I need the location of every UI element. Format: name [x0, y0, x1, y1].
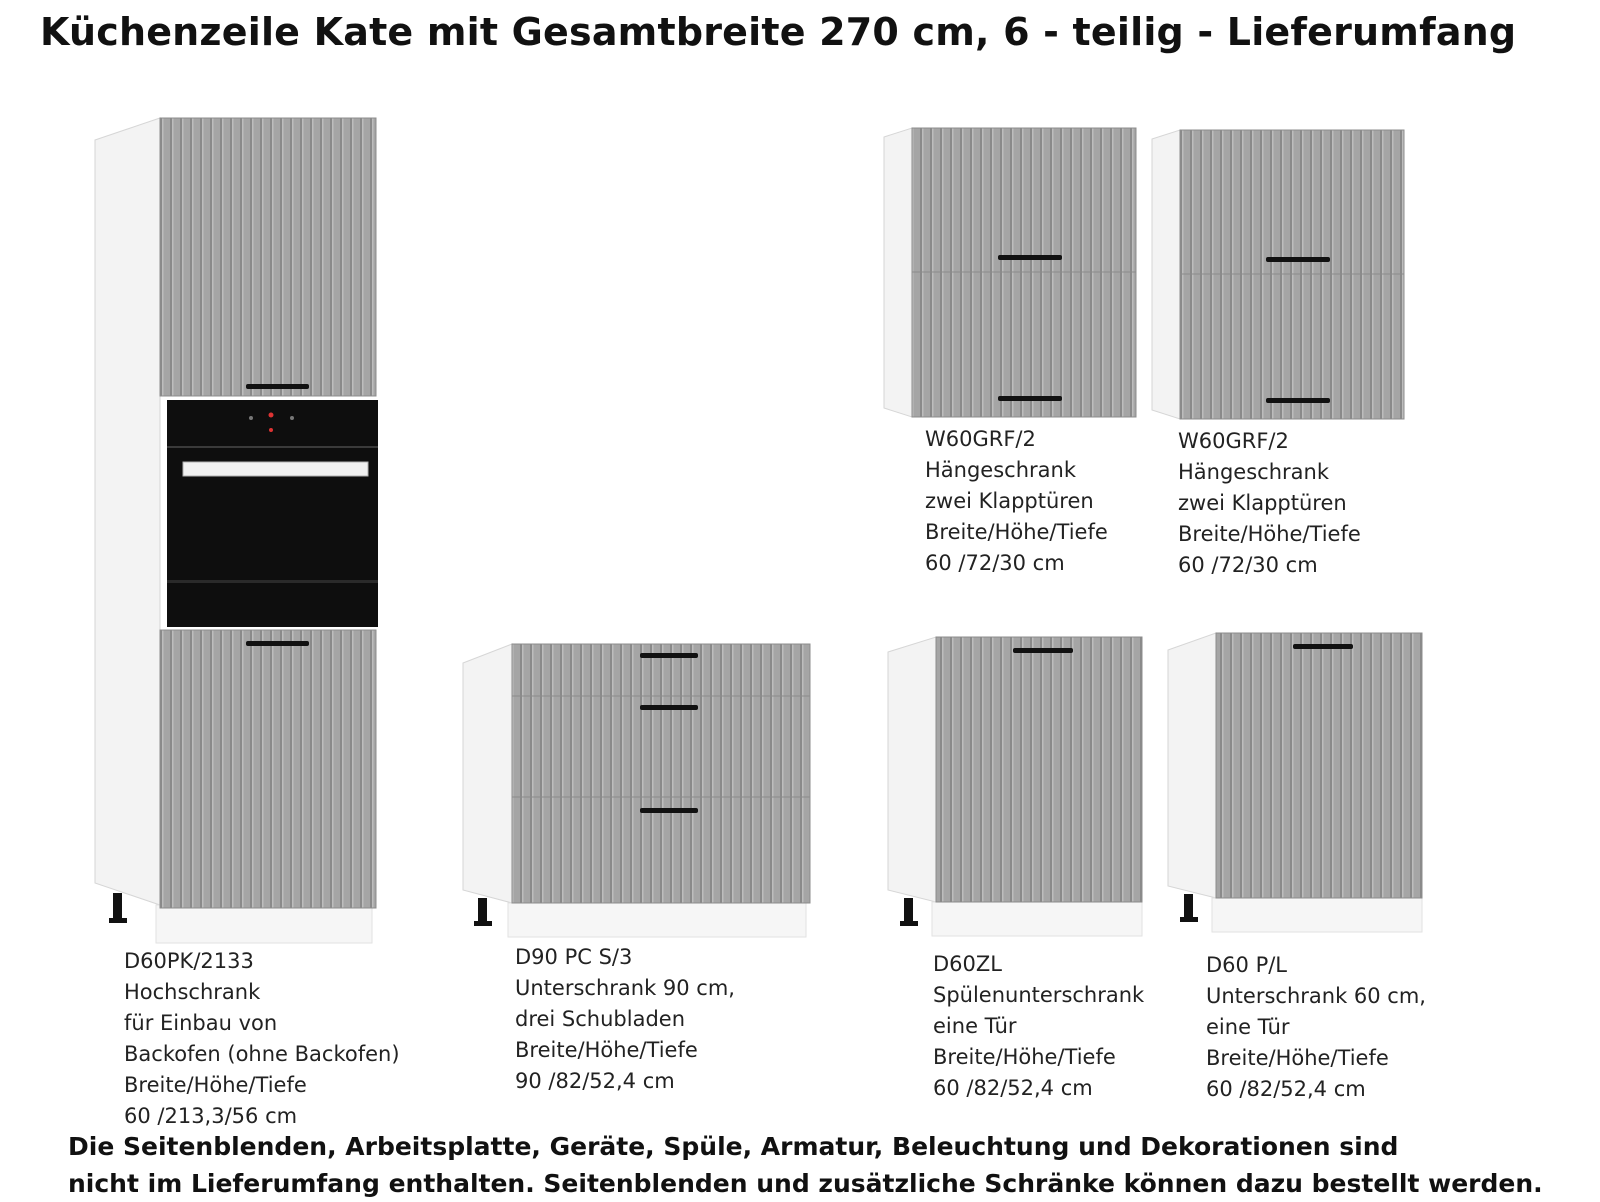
caption-line: Breite/Höhe/Tiefe: [925, 520, 1108, 544]
caption-line: Breite/Höhe/Tiefe: [124, 1073, 307, 1097]
wall-cabinet-2: [1152, 130, 1404, 419]
flap-door-upper: [1180, 130, 1404, 274]
sink-cabinet-d60zl: [888, 637, 1142, 936]
cabinet-code: W60GRF/2: [1178, 429, 1289, 453]
footer-line: nicht im Lieferumfang enthalten. Seitenblenden und zusätzliche Schränke können dazu bestellt werden.: [68, 1169, 1543, 1198]
caption-line: zwei Klapptüren: [1178, 491, 1347, 515]
oven-icon: [167, 400, 378, 627]
handle-icon: [998, 396, 1062, 401]
base-door: [1216, 633, 1422, 898]
drawer-2: [512, 696, 810, 797]
caption-d60pk: [124, 946, 400, 1132]
drawer-1: [512, 644, 810, 696]
wall-cabinet-1: [884, 128, 1136, 417]
caption-w60-1: [925, 424, 1108, 579]
caption-line: Spülenunterschrank: [933, 983, 1145, 1007]
caption-d90: [515, 942, 735, 1097]
caption-line: Breite/Höhe/Tiefe: [1178, 522, 1361, 546]
handle-icon: [640, 705, 698, 710]
footer-line: Die Seitenblenden, Arbeitsplatte, Geräte, Spüle, Armatur, Beleuchtung und Dekorationen sind: [68, 1132, 1399, 1161]
caption-line: 60 /72/30 cm: [1178, 553, 1318, 577]
handle-icon: [1293, 644, 1353, 649]
flap-door-upper: [912, 128, 1136, 272]
caption-line: Backofen (ohne Backofen): [124, 1042, 400, 1066]
caption-d60zl: [933, 949, 1144, 1104]
cabinet-code: D60 P/L: [1206, 953, 1288, 977]
caption-w60-2: [1178, 426, 1361, 581]
handle-icon: [640, 653, 698, 658]
handle-icon: [640, 808, 698, 813]
cabinet-code: D60PK/2133: [124, 949, 254, 973]
caption-line: Breite/Höhe/Tiefe: [1206, 1046, 1389, 1070]
caption-line: Unterschrank 60 cm,: [1206, 984, 1426, 1008]
footer-note: [68, 1128, 1543, 1202]
caption-line: 60 /82/52,4 cm: [1206, 1077, 1366, 1101]
caption-d60pl: [1206, 950, 1426, 1105]
caption-line: 90 /82/52,4 cm: [515, 1069, 675, 1093]
flap-door-lower: [1180, 274, 1404, 419]
caption-line: zwei Klapptüren: [925, 489, 1094, 513]
caption-line: für Einbau von: [124, 1011, 278, 1035]
caption-line: 60 /72/30 cm: [925, 551, 1065, 575]
caption-line: drei Schubladen: [515, 1007, 686, 1031]
caption-line: eine Tür: [1206, 1015, 1290, 1039]
handle-icon: [1266, 398, 1330, 403]
handle-icon: [998, 255, 1062, 260]
caption-line: Hängeschrank: [925, 458, 1076, 482]
cabinet-code: D90 PC S/3: [515, 945, 633, 969]
tall-upper-door: [160, 118, 376, 396]
caption-line: Breite/Höhe/Tiefe: [933, 1045, 1116, 1069]
caption-line: Hängeschrank: [1178, 460, 1329, 484]
base-cabinet-d60pl: [1168, 633, 1422, 932]
caption-line: Hochschrank: [124, 980, 261, 1004]
cabinet-code: W60GRF/2: [925, 427, 1036, 451]
tall-cabinet-d60pk: [95, 118, 378, 943]
tall-lower-door: [160, 630, 376, 908]
cabinet-code: D60ZL: [933, 952, 1002, 976]
caption-line: Unterschrank 90 cm,: [515, 976, 735, 1000]
handle-icon: [1013, 648, 1073, 653]
caption-line: 60 /82/52,4 cm: [933, 1076, 1093, 1100]
caption-line: 60 /213,3/56 cm: [124, 1104, 298, 1128]
drawer-cabinet-d90: [463, 644, 810, 937]
caption-line: Breite/Höhe/Tiefe: [515, 1038, 698, 1062]
handle-icon: [1266, 257, 1330, 262]
handle-icon: [246, 384, 309, 389]
handle-icon: [246, 641, 309, 646]
page-title: Küchenzeile Kate mit Gesamtbreite 270 cm, 6 - teilig - Lieferumfang: [40, 10, 1517, 54]
flap-door-lower: [912, 272, 1136, 417]
sink-door: [936, 637, 1142, 902]
caption-line: eine Tür: [933, 1014, 1017, 1038]
